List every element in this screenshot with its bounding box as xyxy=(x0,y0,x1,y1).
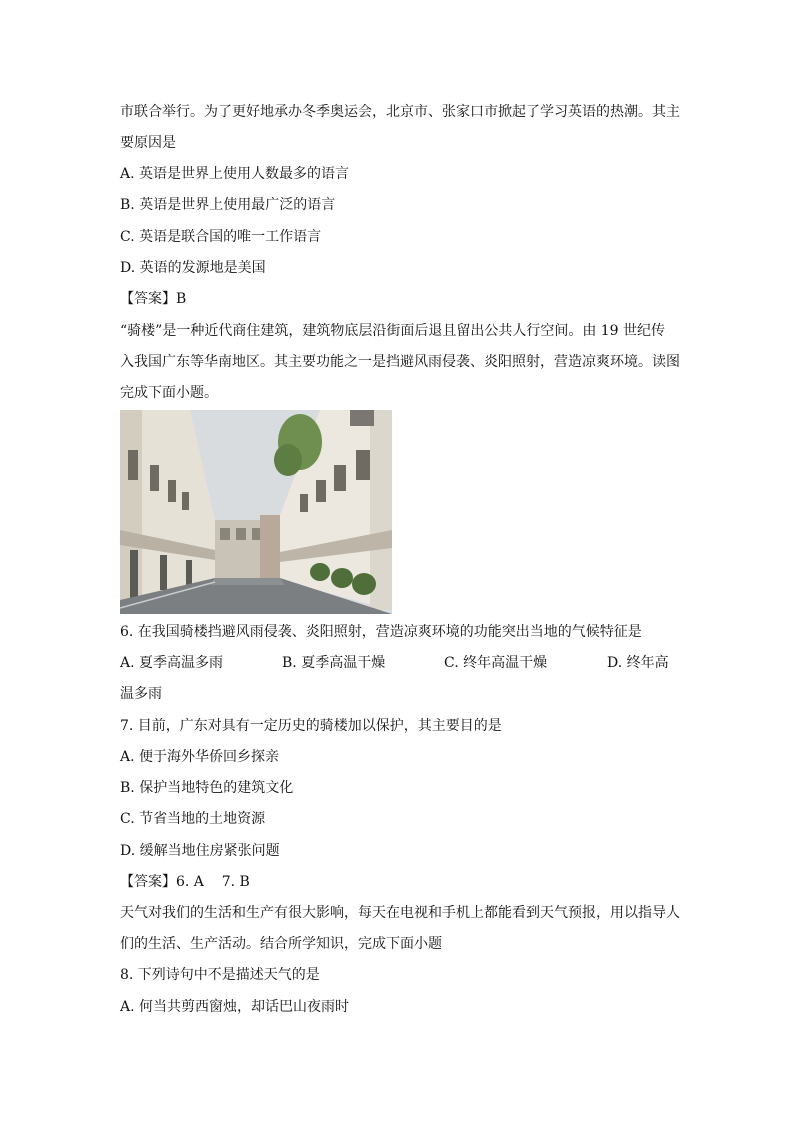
passage3-line-2: 们的生活、生产活动。结合所学知识，完成下面小题 xyxy=(120,936,442,952)
passage3-line-1: 天气对我们的生活和生产有很大影响，每天在电视和手机上都能看到天气预报，用以指导人 xyxy=(120,905,680,921)
q7-option-d: D. 缓解当地住房紧张问题 xyxy=(120,843,280,859)
q6-option-a: A. 夏季高温多雨 xyxy=(120,655,224,671)
q6-option-d: D. 终年高 xyxy=(607,655,669,671)
q6-option-c: C. 终年高温干燥 xyxy=(444,655,548,671)
q7-option-b: B. 保护当地特色的建筑文化 xyxy=(120,780,294,796)
q6-option-b: B. 夏季高温干燥 xyxy=(282,655,386,671)
q7-option-a: A. 便于海外华侨回乡探亲 xyxy=(120,749,280,765)
q5-option-c: C. 英语是联合国的唯一工作语言 xyxy=(120,229,322,245)
q5-option-b: B. 英语是世界上使用最广泛的语言 xyxy=(120,197,336,213)
q8-option-a: A. 何当共剪西窗烛，却话巴山夜雨时 xyxy=(120,999,350,1015)
q8-stem: 8. 下列诗句中不是描述天气的是 xyxy=(120,967,320,983)
q5-option-a: A. 英语是世界上使用人数最多的语言 xyxy=(120,166,350,182)
q5-answer: 【答案】B xyxy=(120,291,187,307)
intro-line-1: 市联合举行。为了更好地承办冬季奥运会，北京市、张家口市掀起了学习英语的热潮。其主 xyxy=(120,104,680,120)
q7-answer: 【答案】6. A 7. B xyxy=(120,874,250,890)
passage2-line-1: “骑楼”是一种近代商住建筑，建筑物底层沿街面后退且留出公共人行空间。由 19 世纪传 xyxy=(120,323,666,339)
qilou-street-photo xyxy=(120,410,392,614)
intro-line-2: 要原因是 xyxy=(120,135,176,151)
q7-option-c: C. 节省当地的土地资源 xyxy=(120,811,266,827)
q6-option-d-continued: 温多雨 xyxy=(120,686,162,702)
q6-stem: 6. 在我国骑楼挡避风雨侵袭、炎阳照射，营造凉爽环境的功能突出当地的气候特征是 xyxy=(120,624,642,640)
q5-option-d: D. 英语的发源地是美国 xyxy=(120,260,266,276)
qilou-street-illustration xyxy=(120,410,392,614)
passage2-line-3: 完成下面小题。 xyxy=(120,385,218,401)
q7-stem: 7. 目前，广东对具有一定历史的骑楼加以保护，其主要目的是 xyxy=(120,718,502,734)
passage2-line-2: 入我国广东等华南地区。其主要功能之一是挡避风雨侵袭、炎阳照射，营造凉爽环境。读图 xyxy=(120,354,680,370)
